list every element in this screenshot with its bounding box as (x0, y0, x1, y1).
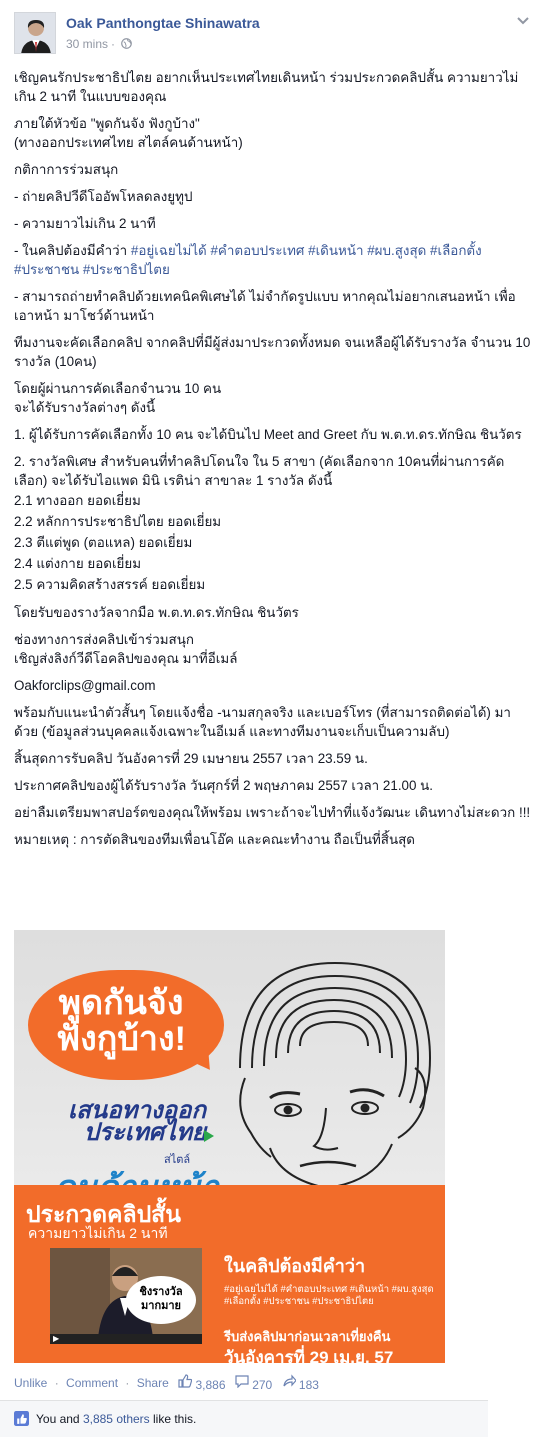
contest-subtitle: ความยาวไม่เกิน 2 นาที (28, 1225, 168, 1241)
play-icon: ▶ (53, 1334, 60, 1343)
deadline-line-1: รีบส่งคลิปมาก่อนเวลาเที่ยงคืน (224, 1329, 391, 1344)
poster-deadline (224, 1326, 434, 1363)
avatar[interactable] (14, 12, 56, 54)
paragraph-prize-1: 1. ผู้ได้รับการคัดเลือกทั้ง 10 คน จะได้บินไป Meet and Greet กับ พ.ต.ท.ดร.ทักษิณ ชินวัตร (14, 427, 522, 442)
likes-suffix: like this. (149, 1412, 197, 1426)
poster-right-column (224, 1251, 434, 1363)
maze-face-illustration (200, 948, 445, 1188)
prize-badge: ชิงรางวัล มากมาย (126, 1276, 196, 1324)
globe-icon (118, 37, 132, 51)
share-link[interactable]: Share (136, 1375, 169, 1390)
action-separator: · (125, 1375, 130, 1390)
paragraph-prize-2: 2. รางวัลพิเศษ สำหรับคนที่ทำคลิปโดนใจ ใน 5 สาขา (คัดเลือกจาก 10คนที่ผ่านการคัดเลือก) จะได้รับไอแพด มินิ เรติน่า สาขาละ 1 รางวัล ดังนี้ (14, 454, 505, 488)
poster-headline-1: เสนอทางออก ประเทศไทย (67, 1097, 206, 1146)
rule-3-text: - ในคลิปต้องมีคำว่า (14, 243, 131, 258)
paragraph-passport: อย่าลืมเตรียมพาสปอร์ตของคุณให้พร้อม เพราะถ้าจะไปทำที่แจ้งวัฒนะ เดินทางไม่สะดวก !!! (14, 805, 531, 820)
paragraph-intro: เชิญคนรักประชาธิปไตย อยากเห็นประเทศไทยเดินหน้า ร่วมประกวดคลิปสั้น ความยาวไม่เกิน 2 นาที ในแบบของคุณ (14, 70, 519, 104)
poster-hashtags: #อยู่เฉยไม่ได้ #คำตอบประเทศ #เดินหน้า #ผบ.สูงสุด #เลือกตั้ง #ประชาชน #ประชาธิปไตย (224, 1284, 434, 1307)
meta-separator: · (111, 37, 116, 51)
paragraph-rule-3 (14, 241, 534, 279)
author-name[interactable]: Oak Panthongtae Shinawatra (66, 15, 260, 31)
comment-count[interactable]: 270 (252, 1377, 273, 1392)
must-have-title: ในคลิปต้องมีคำว่า (224, 1256, 366, 1276)
paragraph-note: หมายเหตุ : การตัดสินของทีมเพื่อนโอ๊ค และคณะทำงาน ถือเป็นที่สิ้นสุด (14, 832, 415, 847)
poster-orange-panel (14, 1185, 445, 1363)
paragraph-intro-request: พร้อมกับแนะนำตัวสั้นๆ โดยแจ้งชื่อ -นามสกุลจริง และเบอร์โทร (ที่สามารถติดต่อได้) มาด้วย (ข้อมูลส่วนบุคคลแจ้งเฉพาะในอีเมล์ และทางทีมงานจะเก็บเป็นความลับ) (14, 705, 511, 739)
paragraph-deadline: สิ้นสุดการรับคลิป วันอังคารที่ 29 เมษายน 2557 เวลา 23.59 น. (14, 751, 368, 766)
paragraph-rule-1: - ถ่ายคลิปวีดีโออัพโหลดลงยูทูป (14, 189, 193, 204)
paragraph-rule-2: - ความยาวไม่เกิน 2 นาที (14, 216, 156, 231)
paragraph-announcement: ประกาศคลิปของผู้ได้รับรางวัล วันศุกร์ที่ 2 พฤษภาคม 2557 เวลา 21.00 น. (14, 778, 434, 793)
like-count[interactable]: 3,886 (195, 1377, 226, 1392)
poster-style-label: สไตล์ (164, 1154, 191, 1166)
paragraph-prizes-intro: โดยผู้ผ่านการคัดเลือกจำนวน 10 คน จะได้รับรางวัลต่างๆ ดังนี้ (14, 381, 222, 415)
comment-icon (235, 1374, 249, 1388)
likes-others-link[interactable]: 3,885 others (82, 1412, 150, 1426)
post-meta (66, 37, 132, 51)
contest-title: ประกวดคลิปสั้น (26, 1201, 181, 1227)
post-photo[interactable] (14, 930, 445, 1363)
paragraph-selection: ทีมงานจะคัดเลือกคลิป จากคลิปที่มีผู้ส่งมาประกวดทั้งหมด จนเหลือผู้ได้รับรางวัล จำนวน 10 รางวัล (10คน) (14, 335, 535, 369)
likes-summary (0, 1400, 488, 1437)
paragraph-topic: ภายใต้หัวข้อ "พูดกันจัง ฟังกูบ้าง" (ทางออกประเทศไทย สไตล์คนด้านหน้า) (14, 116, 243, 150)
video-thumbnail (50, 1248, 202, 1344)
paragraph-categories: 2.1 ทางออก ยอดเยี่ยม 2.2 หลักการประชาธิปไตย ยอดเยี่ยม 2.3 ตีแต่พูด (ตอแหล) ยอดเยี่ยม 2.4 แต่งกาย ยอดเยี่ยม 2.5 ความคิดสร้างสรรค์ ยอดเยี่ยม (14, 493, 222, 592)
share-icon (282, 1374, 296, 1388)
paragraph-rule-4: - สามารถถ่ายทำคลิปด้วยเทคนิคพิเศษได้ ไม่จำกัดรูปแบบ หากคุณไม่อยากเสนอหน้า เพื่อเอาหน้า มาโชว์ด้านหน้า (14, 289, 516, 323)
video-control-bar (50, 1334, 202, 1344)
likes-text (36, 1412, 196, 1426)
deadline-line-2: วันอังคารที่ 29 เม.ย. 57 (224, 1348, 394, 1363)
chevron-down-icon[interactable] (516, 14, 532, 30)
bubble-text: พูดกันจัง ฟังกูบ้าง! (56, 984, 186, 1058)
post-stats (178, 1374, 319, 1392)
likes-prefix: You and (36, 1412, 83, 1426)
unlike-link[interactable]: Unlike (14, 1375, 48, 1390)
comment-link[interactable]: Comment (66, 1375, 119, 1390)
thumbs-up-icon (14, 1411, 29, 1426)
post-body (14, 68, 534, 849)
share-count[interactable]: 183 (298, 1377, 319, 1392)
thumbs-up-icon (178, 1374, 192, 1388)
paragraph-rules-title: กติกาการร่วมสนุก (14, 162, 119, 177)
email-link[interactable]: Oakforclips@gmail.com (14, 678, 156, 693)
action-separator: · (54, 1375, 59, 1390)
paragraph-submission: ช่องทางการส่งคลิปเข้าร่วมสนุก เชิญส่งลิงก์วีดีโอคลิปของคุณ มาที่อีเมล์ (14, 632, 238, 666)
post-header (14, 12, 534, 56)
post-actions (14, 1374, 319, 1394)
hashtag-links[interactable]: #อยู่เฉยไม่ได้ #คำตอบประเทศ #เดินหน้า #ผบ.สูงสุด #เลือกตั้ง #ประชาชน #ประชาธิปไตย (14, 243, 486, 277)
avatar-image (15, 13, 56, 54)
paragraph-award-giver: โดยรับของรางวัลจากมือ พ.ต.ท.ดร.ทักษิณ ชินวัตร (14, 605, 299, 620)
timestamp[interactable]: 30 mins (66, 37, 109, 51)
